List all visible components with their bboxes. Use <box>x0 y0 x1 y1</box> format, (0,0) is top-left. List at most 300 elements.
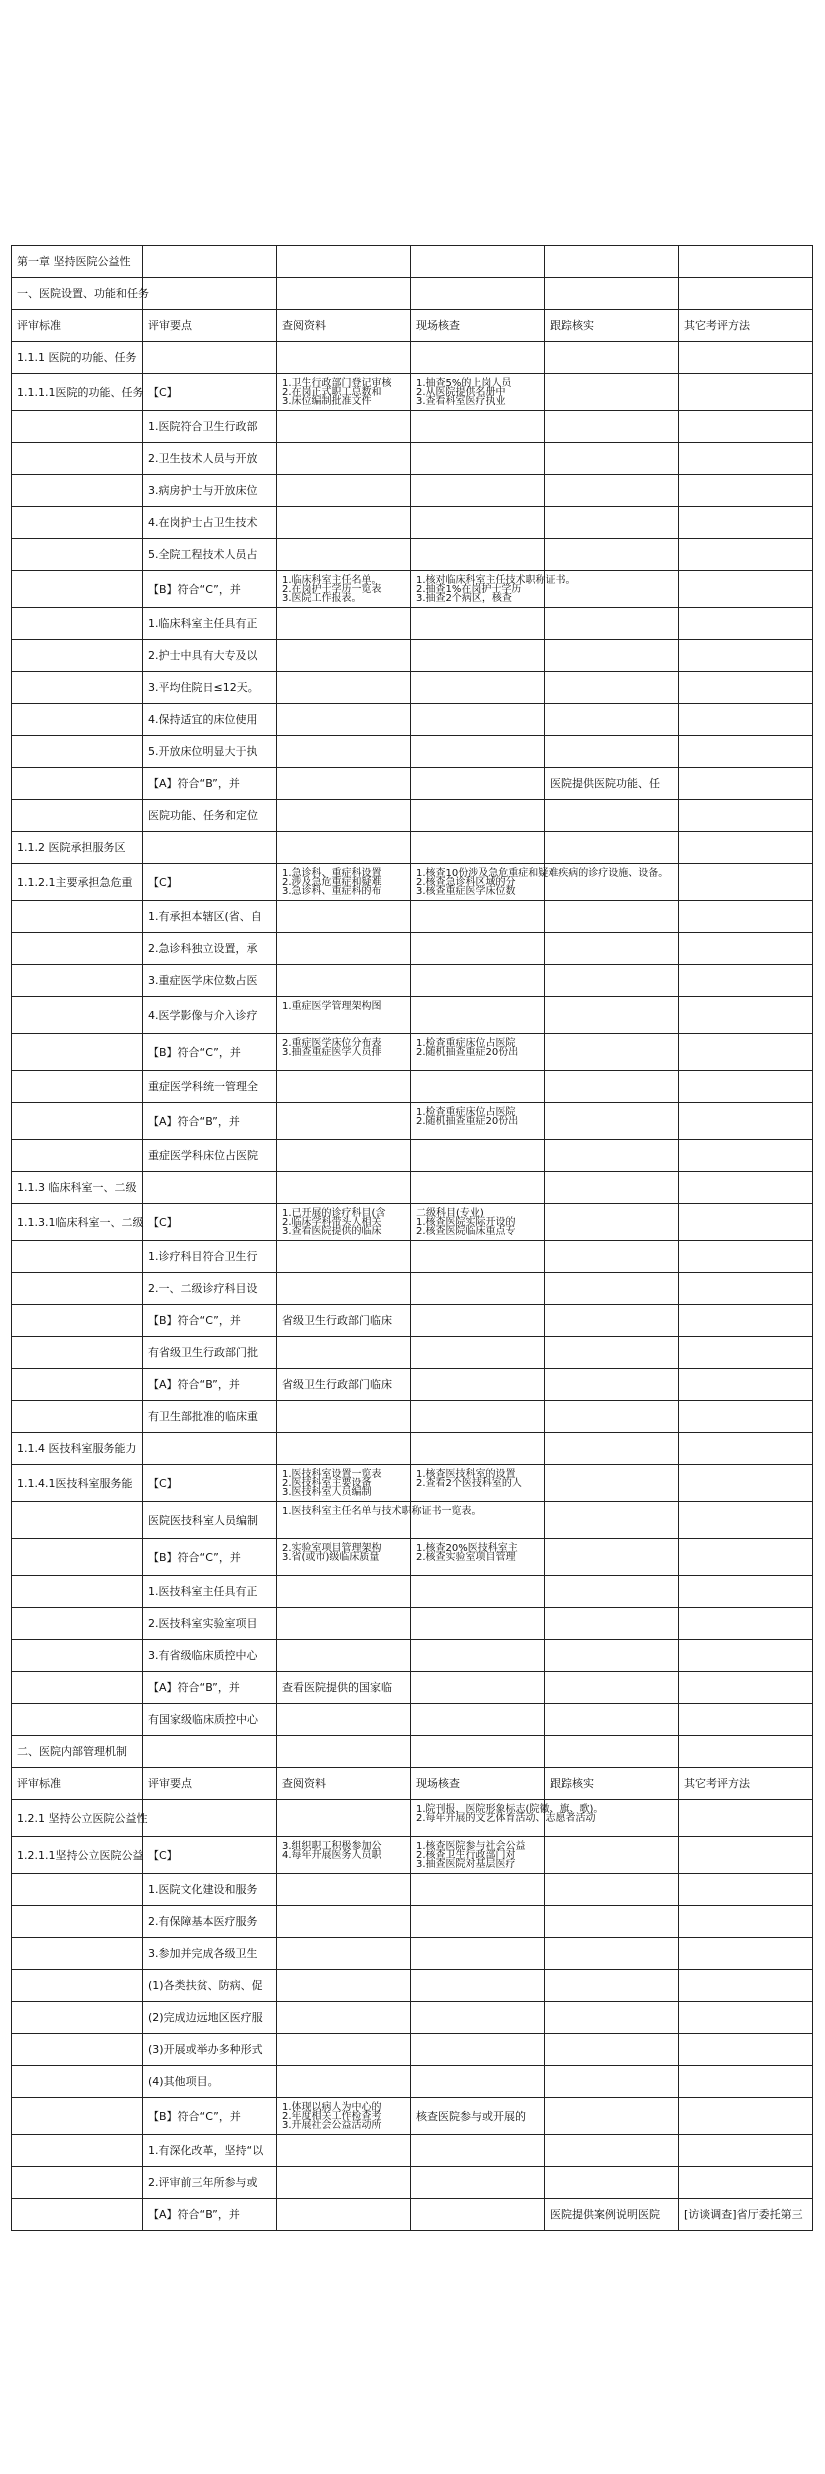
table-row <box>12 1736 813 1768</box>
standard-cell <box>12 1241 143 1273</box>
table-row <box>12 1305 813 1337</box>
standard-cell: 1.1.3.1临床科室一、二级 <box>12 1204 143 1241</box>
other-method-cell <box>679 933 813 965</box>
key-point-cell: 2.有保障基本医疗服务 <box>143 1906 277 1938</box>
key-point-cell: 评审要点 <box>143 1768 277 1800</box>
tracking-cell <box>545 1172 679 1204</box>
documents-cell <box>277 1103 411 1140</box>
documents-cell <box>277 539 411 571</box>
cell-line: 1.急诊科、重症科设置 <box>282 868 382 879</box>
documents-cell <box>277 246 411 278</box>
tracking-cell <box>545 246 679 278</box>
key-point-cell <box>143 246 277 278</box>
documents-cell <box>277 1502 482 1539</box>
table-row <box>12 1502 813 1539</box>
table-row <box>12 1608 813 1640</box>
standard-cell <box>12 1502 143 1539</box>
cell-line: 3.组织职工积极参加公 <box>282 1841 382 1852</box>
other-method-cell <box>679 1874 813 1906</box>
onsite-check-cell <box>411 672 545 704</box>
documents-cell <box>277 704 411 736</box>
cell-line: 2.核查急诊科区域的分 <box>416 877 516 888</box>
onsite-check-cell <box>411 1906 545 1938</box>
standard-cell <box>12 475 143 507</box>
cell-line: 1.院刊报，医院形象标志(院徽、旗、歌)。 <box>416 1804 604 1815</box>
cell-line: 1.核查医技科室的设置 <box>416 1469 516 1480</box>
onsite-check-cell <box>411 246 545 278</box>
cell-line: 1.核查10份涉及急危重症和疑难疾病的诊疗设施、设备。 <box>416 868 669 879</box>
tracking-cell <box>545 736 679 768</box>
table-row <box>12 2167 813 2199</box>
cell-line: 3.核查重症医学床位数 <box>416 886 516 897</box>
documents-cell <box>277 1172 411 1204</box>
cell-line: 二级科目(专业) <box>416 1208 484 1219</box>
cell-line: 2.随机抽查重症20份出 <box>416 1047 519 1058</box>
cell-line: 1.检查重症床位占医院 <box>416 1038 516 1049</box>
key-point-cell: 【A】符合“B”，并 <box>143 768 277 800</box>
table-row <box>12 1640 813 1672</box>
tracking-cell <box>545 507 679 539</box>
table-row <box>12 1204 813 1241</box>
onsite-check-cell <box>411 1465 545 1502</box>
standard-cell <box>12 640 143 672</box>
standard-cell <box>12 2199 143 2231</box>
key-point-cell: 4.在岗护士占卫生技术 <box>143 507 277 539</box>
standard-cell <box>12 1906 143 1938</box>
tracking-cell <box>545 1337 679 1369</box>
key-point-cell: 1.医技科室主任具有正 <box>143 1576 277 1608</box>
table-row <box>12 2098 813 2135</box>
table-row <box>12 1704 813 1736</box>
key-point-cell: 【C】 <box>143 1465 277 1502</box>
other-method-cell <box>679 342 813 374</box>
documents-cell <box>277 672 411 704</box>
standard-cell <box>12 2002 143 2034</box>
standard-cell <box>12 2135 143 2167</box>
key-point-cell: (4)其他项目。 <box>143 2066 277 2098</box>
documents-cell <box>277 1874 411 1906</box>
onsite-check-cell: 现场核查 <box>411 310 545 342</box>
onsite-check-cell <box>411 997 545 1034</box>
other-method-cell <box>679 997 813 1034</box>
tracking-cell <box>545 2034 679 2066</box>
other-method-cell <box>679 2167 813 2199</box>
other-method-cell <box>679 1465 813 1502</box>
key-point-cell: (3)开展或举办多种形式 <box>143 2034 277 2066</box>
documents-cell <box>277 2199 411 2231</box>
cell-line: 1.核对临床科室主任技术职称证书。 <box>416 575 576 586</box>
key-point-cell: 【C】 <box>143 864 277 901</box>
key-point-cell: 2.评审前三年所参与或 <box>143 2167 277 2199</box>
documents-cell <box>277 901 411 933</box>
tracking-cell <box>545 1906 679 1938</box>
documents-cell <box>277 1071 411 1103</box>
standard-cell <box>12 1874 143 1906</box>
standard-cell <box>12 1305 143 1337</box>
cell-line: 1.医技科室设置一览表 <box>282 1469 382 1480</box>
key-point-cell: 2.护士中具有大专及以 <box>143 640 277 672</box>
cell-line: 2.涉及急危重症和疑难 <box>282 877 382 888</box>
cell-line: 3.省(或市)级临床质量 <box>282 1552 380 1563</box>
table-row <box>12 933 813 965</box>
table-row <box>12 1539 813 1576</box>
documents-cell <box>277 640 411 672</box>
key-point-cell: 4.医学影像与介入诊疗 <box>143 997 277 1034</box>
key-point-cell: 3.参加并完成各级卫生 <box>143 1938 277 1970</box>
documents-cell <box>277 1704 411 1736</box>
documents-cell <box>277 1465 411 1502</box>
standard-cell: 1.1.4.1医技科室服务能 <box>12 1465 143 1502</box>
other-method-cell <box>679 1401 813 1433</box>
tracking-cell <box>545 1938 679 1970</box>
table-row <box>12 768 813 800</box>
key-point-cell: 【B】符合“C”，并 <box>143 571 277 608</box>
onsite-check-cell <box>411 507 545 539</box>
onsite-check-cell: 现场核查 <box>411 1768 545 1800</box>
tracking-cell <box>545 1103 679 1140</box>
onsite-check-cell <box>411 475 545 507</box>
documents-cell <box>277 832 411 864</box>
standard-cell <box>12 672 143 704</box>
key-point-cell: 【B】符合“C”，并 <box>143 2098 277 2135</box>
onsite-check-cell <box>411 1401 545 1433</box>
table-row <box>12 1970 813 2002</box>
onsite-check-cell <box>411 1241 545 1273</box>
onsite-check-cell <box>411 1337 545 1369</box>
documents-cell <box>277 1034 411 1071</box>
onsite-check-cell <box>411 800 545 832</box>
table-row <box>12 1273 813 1305</box>
key-point-cell: 【C】 <box>143 1204 277 1241</box>
key-point-cell: 有国家级临床质控中心 <box>143 1704 277 1736</box>
documents-cell <box>277 1140 411 1172</box>
onsite-check-cell <box>411 1103 545 1140</box>
tracking-cell <box>545 1305 679 1337</box>
documents-cell <box>277 2098 411 2135</box>
table-row <box>12 1071 813 1103</box>
onsite-check-cell <box>411 864 669 901</box>
standard-cell <box>12 768 143 800</box>
other-method-cell <box>679 539 813 571</box>
standard-cell <box>12 901 143 933</box>
cell-line: 1.体现以病人为中心的 <box>282 2102 382 2113</box>
table-row <box>12 310 813 342</box>
cell-line: 1.临床科室主任名单。 <box>282 575 382 586</box>
tracking-cell <box>545 608 679 640</box>
other-method-cell <box>679 1204 813 1241</box>
tracking-cell: 跟踪核实 <box>545 1768 679 1800</box>
onsite-check-cell <box>411 1970 545 2002</box>
other-method-cell <box>679 1736 813 1768</box>
standard-cell: 1.1.1.1医院的功能、任务 <box>12 374 143 411</box>
table-row <box>12 2066 813 2098</box>
other-method-cell <box>679 2002 813 2034</box>
table-row <box>12 342 813 374</box>
onsite-check-cell <box>411 2034 545 2066</box>
documents-cell <box>277 768 411 800</box>
cell-line: 1.核查医院参与社会公益 <box>416 1841 526 1852</box>
cell-line: 1.检查重症床位占医院 <box>416 1107 516 1118</box>
other-method-cell <box>679 608 813 640</box>
key-point-cell: 有卫生部批准的临床重 <box>143 1401 277 1433</box>
tracking-cell <box>545 1874 679 1906</box>
standard-cell <box>12 1034 143 1071</box>
tracking-cell <box>545 1539 679 1576</box>
cell-line: 2.重症医学床位分布表 <box>282 1038 382 1049</box>
standard-cell <box>12 1401 143 1433</box>
other-method-cell <box>679 1970 813 2002</box>
documents-cell <box>277 864 411 901</box>
table-row <box>12 800 813 832</box>
documents-cell <box>277 1736 411 1768</box>
documents-cell: 查阅资料 <box>277 310 411 342</box>
other-method-cell: 其它考评方法 <box>679 1768 813 1800</box>
tracking-cell <box>545 1401 679 1433</box>
other-method-cell <box>679 1640 813 1672</box>
standard-cell <box>12 571 143 608</box>
cell-line: 2.在岗正式职工总数和 <box>282 387 382 398</box>
documents-cell: 省级卫生行政部门临床 <box>277 1305 411 1337</box>
documents-cell <box>277 800 411 832</box>
cell-line: 3.床位编制批准文件 <box>282 396 372 407</box>
cell-line: 3.开展社会公益活动所 <box>282 2120 382 2131</box>
other-method-cell <box>679 1576 813 1608</box>
documents-cell <box>277 1970 411 2002</box>
onsite-check-cell <box>411 1273 545 1305</box>
table-row <box>12 246 813 278</box>
table-row <box>12 1337 813 1369</box>
other-method-cell <box>679 1539 813 1576</box>
key-point-cell: 【C】 <box>143 1837 277 1874</box>
onsite-check-cell <box>411 1369 545 1401</box>
tracking-cell <box>545 800 679 832</box>
tracking-cell <box>545 1608 679 1640</box>
onsite-check-cell <box>411 2199 545 2231</box>
documents-cell <box>277 2167 411 2199</box>
table-row <box>12 901 813 933</box>
onsite-check-cell: 核查医院参与或开展的 <box>411 2098 545 2135</box>
table-row <box>12 736 813 768</box>
onsite-check-cell <box>411 901 545 933</box>
standard-cell: 评审标准 <box>12 310 143 342</box>
other-method-cell <box>679 704 813 736</box>
documents-cell <box>277 1608 411 1640</box>
standard-cell: 二、医院内部管理机制 <box>12 1736 143 1768</box>
onsite-check-cell <box>411 1172 545 1204</box>
table-row <box>12 539 813 571</box>
other-method-cell <box>679 1241 813 1273</box>
onsite-check-cell <box>411 2002 545 2034</box>
table-row <box>12 704 813 736</box>
documents-cell <box>277 736 411 768</box>
onsite-check-cell <box>411 1837 545 1874</box>
cell-line: 3.急诊科、重症科的布 <box>282 886 382 897</box>
table-row <box>12 832 813 864</box>
tracking-cell <box>545 342 679 374</box>
key-point-cell: 2.医技科室实验室项目 <box>143 1608 277 1640</box>
documents-cell <box>277 475 411 507</box>
key-point-cell <box>143 1433 277 1465</box>
other-method-cell <box>679 1433 813 1465</box>
tracking-cell <box>545 2002 679 2034</box>
documents-cell <box>277 965 411 997</box>
standard-cell <box>12 608 143 640</box>
standard-cell <box>12 1103 143 1140</box>
key-point-cell <box>143 1800 277 1837</box>
other-method-cell <box>679 1305 813 1337</box>
key-point-cell: (1)各类扶贫、防病、促 <box>143 1970 277 2002</box>
cell-line: 3.抽查重症医学人员排 <box>282 1047 382 1058</box>
tracking-cell <box>545 1672 679 1704</box>
tracking-cell <box>545 475 679 507</box>
table-row <box>12 1401 813 1433</box>
table-row <box>12 411 813 443</box>
cell-line: 1.医技科室主任名单与技术职称证书一览表。 <box>282 1506 482 1517</box>
onsite-check-cell <box>411 1305 545 1337</box>
documents-cell <box>277 374 411 411</box>
documents-cell <box>277 1433 411 1465</box>
key-point-cell: 【A】符合“B”，并 <box>143 2199 277 2231</box>
onsite-check-cell <box>411 1704 545 1736</box>
standard-cell <box>12 736 143 768</box>
standard-cell: 1.1.3 临床科室一、二级 <box>12 1172 143 1204</box>
other-method-cell <box>679 443 813 475</box>
standard-cell <box>12 1672 143 1704</box>
other-method-cell <box>679 1608 813 1640</box>
onsite-check-cell <box>411 1736 545 1768</box>
documents-cell <box>277 1539 411 1576</box>
tracking-cell <box>545 374 679 411</box>
onsite-check-cell <box>411 1938 545 1970</box>
standard-cell <box>12 1140 143 1172</box>
tracking-cell <box>545 411 679 443</box>
documents-cell <box>277 1273 411 1305</box>
standard-cell: 一、医院设置、功能和任务 <box>12 278 143 310</box>
tracking-cell <box>545 1071 679 1103</box>
onsite-check-cell <box>411 1539 545 1576</box>
key-point-cell <box>143 278 277 310</box>
tracking-cell <box>545 2098 679 2135</box>
tracking-cell <box>545 1204 679 1241</box>
table-row <box>12 2199 813 2231</box>
cell-line: 2.年度相关工作检查考 <box>282 2111 382 2122</box>
onsite-check-cell <box>411 2167 545 2199</box>
other-method-cell <box>679 2066 813 2098</box>
standard-cell: 1.2.1 坚持公立医院公益性 <box>12 1800 143 1837</box>
onsite-check-cell <box>411 608 545 640</box>
standard-cell: 1.1.2.1主要承担急危重 <box>12 864 143 901</box>
tracking-cell <box>545 278 679 310</box>
onsite-check-cell <box>411 1140 545 1172</box>
standard-cell <box>12 411 143 443</box>
documents-cell <box>277 1800 411 1837</box>
standard-cell <box>12 2066 143 2098</box>
other-method-cell <box>679 965 813 997</box>
documents-cell <box>277 1938 411 1970</box>
documents-cell: 省级卫生行政部门临床 <box>277 1369 411 1401</box>
other-method-cell <box>679 2135 813 2167</box>
onsite-check-cell <box>411 2135 545 2167</box>
standard-cell: 1.2.1.1坚持公立医院公益 <box>12 1837 143 1874</box>
other-method-cell <box>679 1800 813 1837</box>
tracking-cell <box>545 1970 679 2002</box>
tracking-cell <box>545 539 679 571</box>
key-point-cell: 1.临床科室主任具有正 <box>143 608 277 640</box>
standard-cell <box>12 1369 143 1401</box>
documents-cell <box>277 411 411 443</box>
standard-cell <box>12 933 143 965</box>
standard-cell: 评审标准 <box>12 1768 143 1800</box>
key-point-cell: 医院功能、任务和定位 <box>143 800 277 832</box>
table-row <box>12 640 813 672</box>
onsite-check-cell <box>411 1071 545 1103</box>
key-point-cell: 【A】符合“B”，并 <box>143 1369 277 1401</box>
cell-line: 2.实验室项目管理架构 <box>282 1543 382 1554</box>
cell-line: 4.每年开展医务人员职 <box>282 1850 382 1861</box>
onsite-check-cell <box>411 443 545 475</box>
standard-cell <box>12 1071 143 1103</box>
table-row <box>12 2002 813 2034</box>
standard-cell <box>12 1608 143 1640</box>
key-point-cell: 1.诊疗科目符合卫生行 <box>143 1241 277 1273</box>
onsite-check-cell <box>411 1640 545 1672</box>
other-method-cell <box>679 1502 813 1539</box>
documents-cell <box>277 1204 411 1241</box>
tracking-cell <box>545 443 679 475</box>
key-point-cell: 5.开放床位明显大于执 <box>143 736 277 768</box>
evaluation-standards-table <box>11 245 813 2231</box>
key-point-cell: 【B】符合“C”，并 <box>143 1034 277 1071</box>
cell-line: 2.在岗护士学历一览表 <box>282 584 382 595</box>
table-row <box>12 1874 813 1906</box>
standard-cell <box>12 1273 143 1305</box>
table-row <box>12 1241 813 1273</box>
cell-line: 2.每年开展的文艺体育活动、志愿者活动 <box>416 1813 596 1824</box>
cell-line: 3.医技科室人员编制 <box>282 1487 372 1498</box>
cell-line: 2.医技科室主要设备 <box>282 1478 372 1489</box>
key-point-cell: 【A】符合“B”，并 <box>143 1672 277 1704</box>
documents-cell <box>277 278 411 310</box>
onsite-check-cell <box>411 736 545 768</box>
documents-cell <box>277 997 411 1034</box>
table-row <box>12 864 813 901</box>
onsite-check-cell <box>411 704 545 736</box>
other-method-cell <box>679 374 813 411</box>
standard-cell: 1.1.2 医院承担服务区 <box>12 832 143 864</box>
table-row <box>12 443 813 475</box>
other-method-cell <box>679 2034 813 2066</box>
table-row <box>12 1034 813 1071</box>
other-method-cell <box>679 411 813 443</box>
key-point-cell: 1.有深化改革，坚持“以 <box>143 2135 277 2167</box>
tracking-cell <box>545 933 679 965</box>
other-method-cell <box>679 901 813 933</box>
table-row <box>12 965 813 997</box>
standard-cell <box>12 704 143 736</box>
standard-cell <box>12 443 143 475</box>
documents-cell <box>277 608 411 640</box>
cell-line: 3.抽查2个病区，核查 <box>416 593 512 604</box>
table-row <box>12 1465 813 1502</box>
tracking-cell <box>545 1369 679 1401</box>
other-method-cell <box>679 1103 813 1140</box>
table-row <box>12 1369 813 1401</box>
table-row <box>12 1140 813 1172</box>
cell-line: 1.已开展的诊疗科目(含 <box>282 1208 386 1219</box>
other-method-cell: [访谈调查]省厅委托第三 <box>679 2199 813 2231</box>
table-row <box>12 1103 813 1140</box>
cell-line: 3.医院工作报表。 <box>282 593 362 604</box>
